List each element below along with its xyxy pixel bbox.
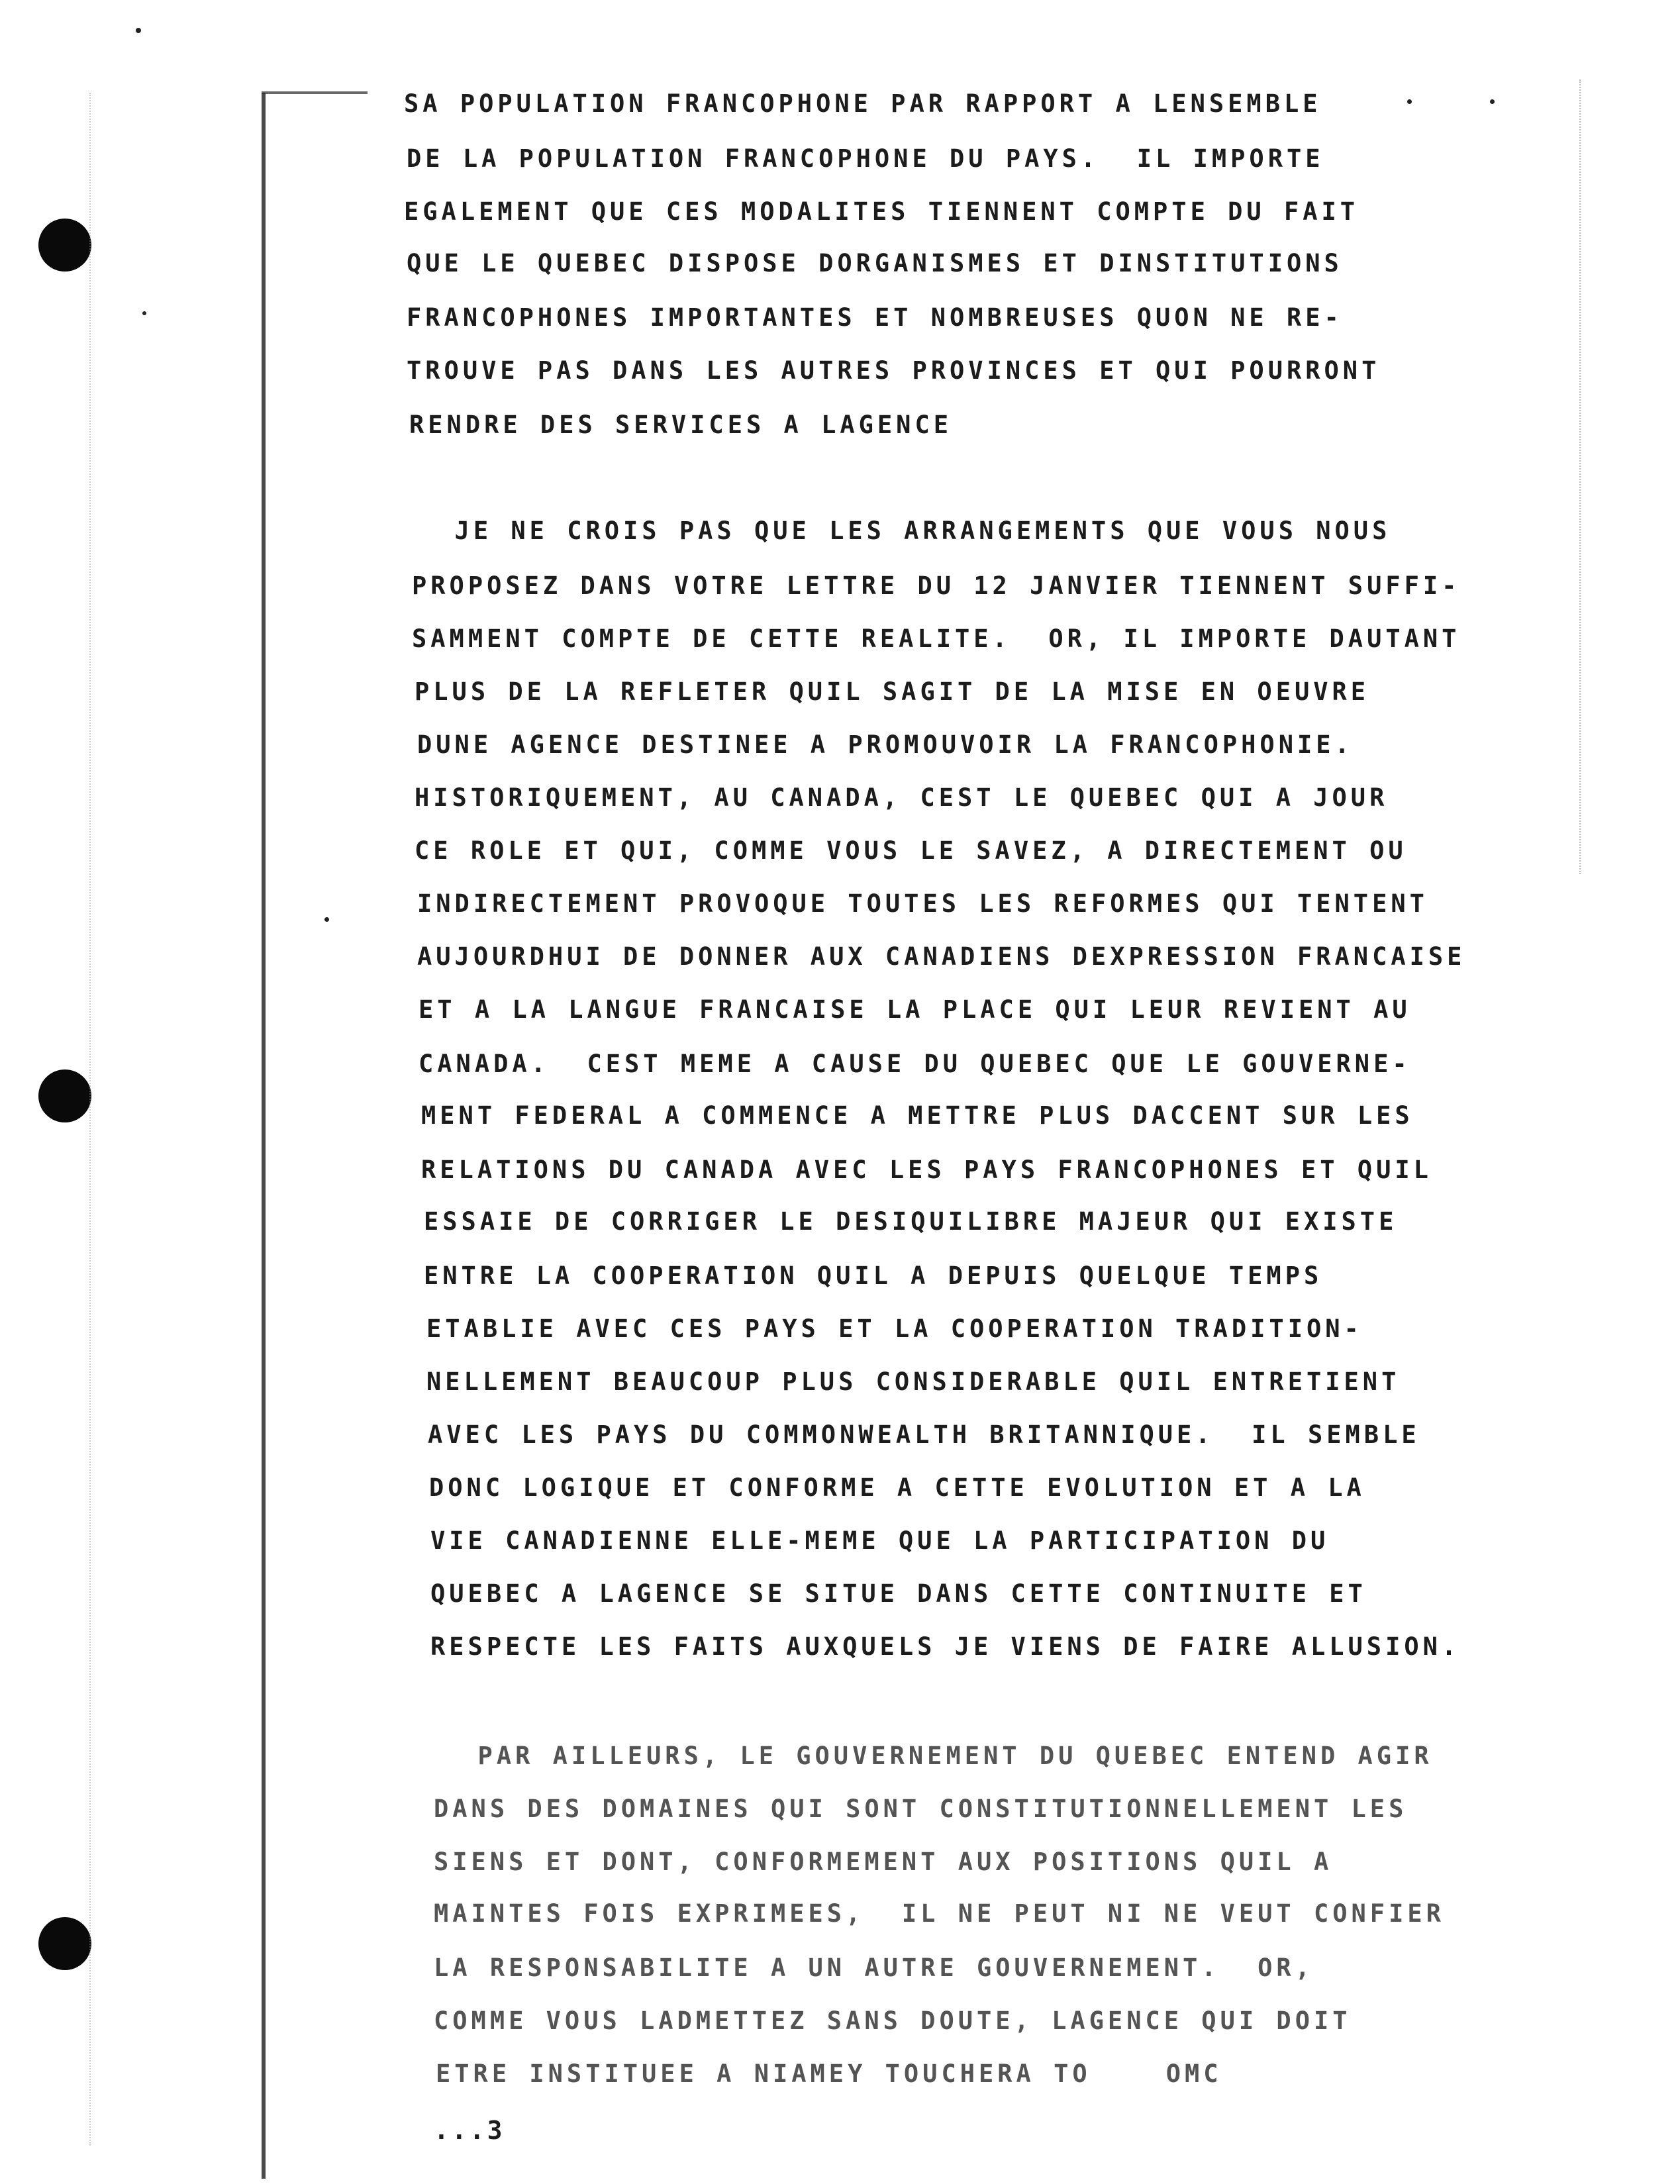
scan-speck bbox=[1407, 99, 1412, 104]
text-line: DONC LOGIQUE ET CONFORME A CETTE EVOLUTION ET A LA bbox=[429, 1473, 1365, 1502]
text-line: VIE CANADIENNE ELLE-MEME QUE LA PARTICIPATION DU bbox=[430, 1526, 1330, 1555]
scan-speck bbox=[1490, 99, 1495, 104]
text-line: COMME VOUS LADMETTEZ SANS DOUTE, LAGENCE QUI DOIT bbox=[434, 2007, 1352, 2035]
text-line: INDIRECTEMENT PROVOQUE TOUTES LES REFORMES QUI TENTENT bbox=[417, 889, 1428, 918]
text-line: LA RESPONSABILITE A UN AUTRE GOUVERNEMENT. OR, bbox=[434, 1954, 1314, 1982]
text-line: MENT FEDERAL A COMMENCE A METTRE PLUS DACCENT SUR LES bbox=[421, 1101, 1414, 1130]
text-line: DUNE AGENCE DESTINEE A PROMOUVOIR LA FRANCOPHONIE. bbox=[417, 730, 1354, 759]
text-line: DANS DES DOMAINES QUI SONT CONSTITUTIONNELLEMENT LES bbox=[434, 1795, 1408, 1823]
text-line: ENTRE LA COOPERATION QUIL A DEPUIS QUELQUE TEMPS bbox=[424, 1262, 1323, 1290]
scan-edge-right bbox=[1578, 79, 1581, 874]
text-line: NELLEMENT BEAUCOUP PLUS CONSIDERABLE QUIL ENTRETIENT bbox=[426, 1367, 1401, 1396]
text-line: ETABLIE AVEC CES PAYS ET LA COOPERATION TRADITION- bbox=[426, 1315, 1363, 1343]
text-line: SA POPULATION FRANCOPHONE PAR RAPPORT A LENSEMBLE bbox=[404, 89, 1322, 118]
scan-edge-left bbox=[89, 93, 92, 2146]
text-line: JE NE CROIS PAS QUE LES ARRANGEMENTS QUE VOUS NOUS bbox=[417, 517, 1391, 545]
text-line: EGALEMENT QUE CES MODALITES TIENNENT COMPTE DU FAIT bbox=[404, 197, 1359, 226]
scan-speck bbox=[136, 28, 141, 33]
text-line: CANADA. CEST MEME A CAUSE DU QUEBEC QUE LE GOUVERNE- bbox=[419, 1050, 1411, 1078]
text-line: MAINTES FOIS EXPRIMEES, IL NE PEUT NI NE VEUT CONFIER bbox=[434, 1899, 1445, 1928]
text-line: PAR AILLEURS, LE GOUVERNEMENT DU QUEBEC ENTEND AGIR bbox=[440, 1742, 1433, 1770]
text-line: QUEBEC A LAGENCE SE SITUE DANS CETTE CONTINUITE ET bbox=[430, 1579, 1367, 1608]
binder-hole bbox=[38, 1917, 91, 1970]
text-line: ET A LA LANGUE FRANCAISE LA PLACE QUI LEUR REVIENT AU bbox=[419, 995, 1411, 1024]
text-line: DE LA POPULATION FRANCOPHONE DU PAYS. IL IMPORTE bbox=[407, 144, 1324, 173]
scan-speck bbox=[142, 311, 146, 315]
text-line: ESSAIE DE CORRIGER LE DESIQUILIBRE MAJEUR QUI EXISTE bbox=[424, 1207, 1398, 1236]
text-line: RESPECTE LES FAITS AUXQUELS JE VIENS DE FAIRE ALLUSION. bbox=[430, 1632, 1461, 1661]
binder-hole bbox=[38, 219, 91, 272]
text-line: SAMMENT COMPTE DE CETTE REALITE. OR, IL IMPORTE DAUTANT bbox=[412, 624, 1461, 653]
margin-rule-top bbox=[262, 91, 368, 94]
text-line: AVEC LES PAYS DU COMMONWEALTH BRITANNIQUE. IL SEMBLE bbox=[428, 1420, 1420, 1449]
text-line: RENDRE DES SERVICES A LAGENCE bbox=[409, 411, 953, 439]
text-line: HISTORIQUEMENT, AU CANADA, CEST LE QUEBEC QUI A JOUR bbox=[415, 783, 1389, 812]
text-line: CE ROLE ET QUI, COMME VOUS LE SAVEZ, A DIRECTEMENT OU bbox=[415, 836, 1407, 865]
binder-hole bbox=[38, 1069, 91, 1122]
text-line: FRANCOPHONES IMPORTANTES ET NOMBREUSES QUON NE RE- bbox=[407, 303, 1343, 332]
text-line: PLUS DE LA REFLETER QUIL SAGIT DE LA MISE EN OEUVRE bbox=[415, 677, 1370, 706]
text-line: AUJOURDHUI DE DONNER AUX CANADIENS DEXPRESSION FRANCAISE bbox=[417, 942, 1466, 971]
text-line: RELATIONS DU CANADA AVEC LES PAYS FRANCOPHONES ET QUIL bbox=[421, 1156, 1432, 1184]
page-number-marker: ...3 bbox=[434, 2116, 505, 2145]
margin-rule bbox=[262, 93, 266, 2179]
text-line: ETRE INSTITUEE A NIAMEY TOUCHERA TO OMC bbox=[436, 2060, 1222, 2088]
text-line: TROUVE PAS DANS LES AUTRES PROVINCES ET QUI POURRONT bbox=[407, 356, 1381, 385]
scan-speck bbox=[324, 917, 329, 922]
text-line: PROPOSEZ DANS VOTRE LETTRE DU 12 JANVIER TIENNENT SUFFI- bbox=[412, 571, 1461, 600]
text-line: QUE LE QUEBEC DISPOSE DORGANISMES ET DINSTITUTIONS bbox=[407, 249, 1343, 277]
text-line: SIENS ET DONT, CONFORMEMENT AUX POSITIONS QUIL A bbox=[434, 1848, 1333, 1876]
